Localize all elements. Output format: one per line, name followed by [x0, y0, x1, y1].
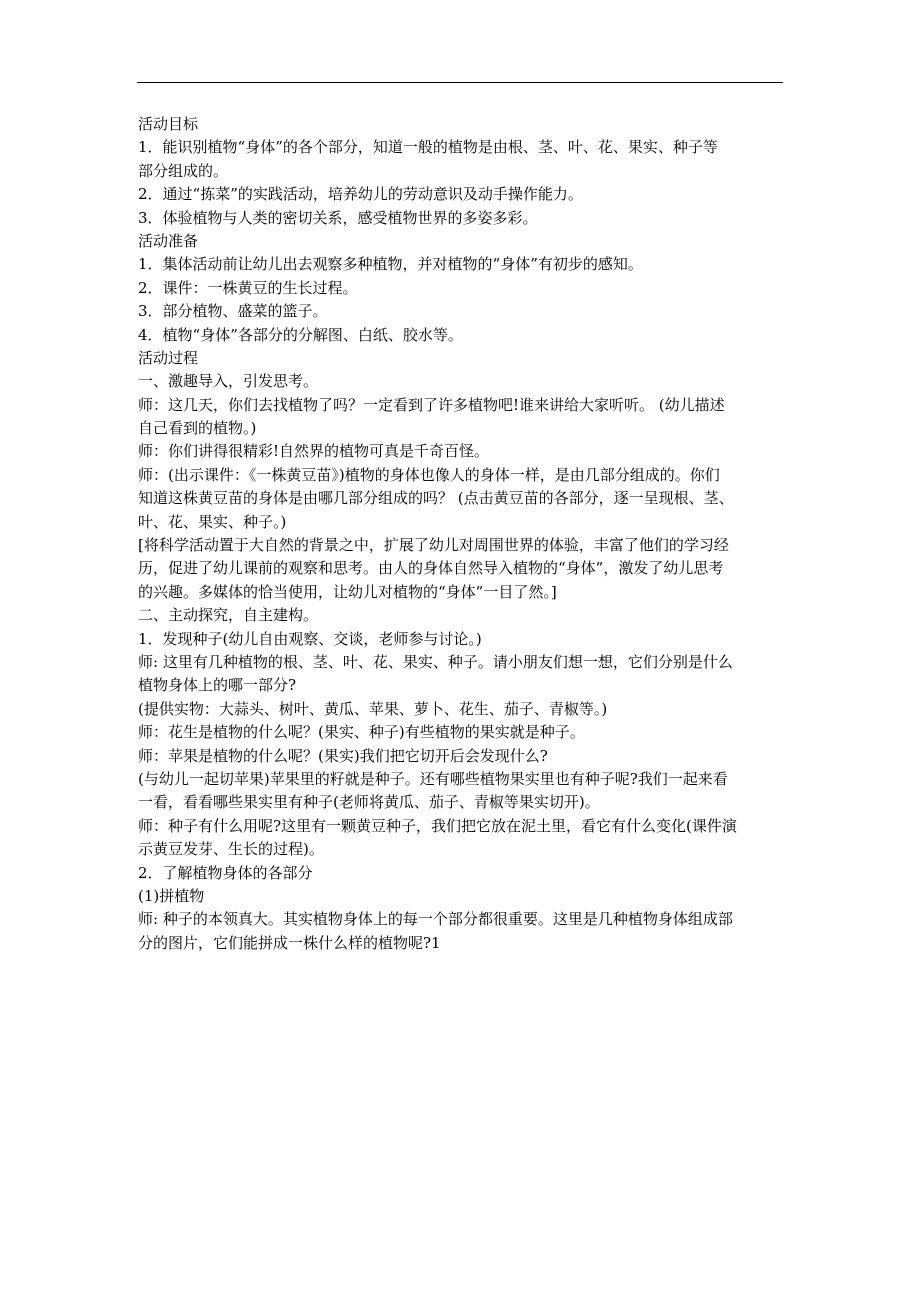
text-line: 活动过程	[138, 348, 199, 367]
text-line: 部分组成的。	[138, 161, 229, 180]
text-line: 活动准备	[138, 231, 199, 250]
text-line: [将科学活动置于大自然的背景之中，扩展了幼儿对周围世界的体验，丰富了他们的学习经	[138, 536, 729, 555]
text-line: 活动目标	[138, 115, 199, 133]
text-line: 1．集体活动前让幼儿出去观察多种植物，并对植物的“身体”有初步的感知。	[138, 255, 643, 274]
text-line: 叶、花、果实、种子。)	[138, 512, 287, 531]
text-line: 二、主动探究，自主建构。	[138, 606, 319, 625]
text-line: (提供实物：大蒜头、树叶、黄瓜、苹果、萝卜、花生、茄子、青椒等。)	[138, 699, 608, 718]
text-line: 的兴趣。多媒体的恰当使用，让幼儿对植物的“身体”一目了然。]	[138, 582, 557, 601]
text-line: 师：苹果是植物的什么呢？(果实)我们把它切开后会发现什么?	[138, 746, 548, 765]
text-line: 分的图片，它们能拼成一株什么样的植物呢?1	[138, 933, 441, 952]
text-line: 师: 种子的本领真大。其实植物身体上的每一个部分都很重要。这里是几种植物身体组成部	[138, 910, 733, 929]
text-line: 植物身体上的哪一部分?	[138, 676, 297, 695]
text-line: (与幼儿一起切苹果)苹果里的籽就是种子。还有哪些植物果实里也有种子呢?我们一起来看	[138, 769, 728, 788]
text-line: 师: 这里有几种植物的根、茎、叶、花、果实、种子。请小朋友们想一想，它们分别是什么	[138, 652, 733, 671]
text-line: 师：这几天，你们去找植物了吗？一定看到了许多植物吧!谁来讲给大家听听。 (幼儿描述	[138, 395, 725, 414]
text-line: 1．能识别植物“身体”的各个部分，知道一般的植物是由根、茎、叶、花、果实、种子等	[138, 138, 718, 157]
text-line: 1．发现种子(幼儿自由观察、交谈，老师参与讨论。)	[138, 629, 482, 648]
text-line: 师：你们讲得很精彩!自然界的植物可真是千奇百怪。	[138, 442, 490, 461]
text-line: 2．了解植物身体的各部分	[138, 863, 313, 882]
text-line: 历，促进了幼儿课前的观察和思考。由人的身体自然导入植物的“身体”，激发了幼儿思考	[138, 559, 724, 578]
text-line: (1)拼植物	[138, 886, 205, 905]
text-line: 师：(出示课件：《一株黄豆苗》)植物的身体也像人的身体一样，是由几部分组成的。你们	[138, 465, 720, 484]
text-line: 师：花生是植物的什么呢？(果实、种子)有些植物的果实就是种子。	[138, 723, 585, 742]
document-body	[138, 113, 790, 955]
text-line: 2．课件：一株黄豆的生长过程。	[138, 278, 358, 297]
text-line: 自己看到的植物。)	[138, 419, 257, 438]
text-line: 一、激趣导入，引发思考。	[138, 372, 319, 391]
header-rule	[137, 82, 783, 83]
text-line: 示黄豆发芽、生长的过程)。	[138, 840, 324, 859]
text-line: 4．植物“身体”各部分的分解图、白纸、胶水等。	[138, 325, 463, 344]
text-line: 2．通过“拣菜”的实践活动，培养幼儿的劳动意识及动手操作能力。	[138, 185, 583, 204]
text-line: 一看，看看哪些果实里有种子(老师将黄瓜、茄子、青椒等果实切开)。	[138, 793, 600, 812]
text-line: 师：种子有什么用呢?这里有一颗黄豆种子，我们把它放在泥土里，看它有什么变化(课件演	[138, 816, 737, 835]
text-line: 知道这株黄豆苗的身体是由哪几部分组成的吗？ (点击黄豆苗的各部分，逐一呈现根、茎、	[138, 489, 734, 508]
text-line: 3．体验植物与人类的密切关系，感受植物世界的多姿多彩。	[138, 208, 538, 227]
text-line: 3．部分植物、盛菜的篮子。	[138, 302, 328, 321]
